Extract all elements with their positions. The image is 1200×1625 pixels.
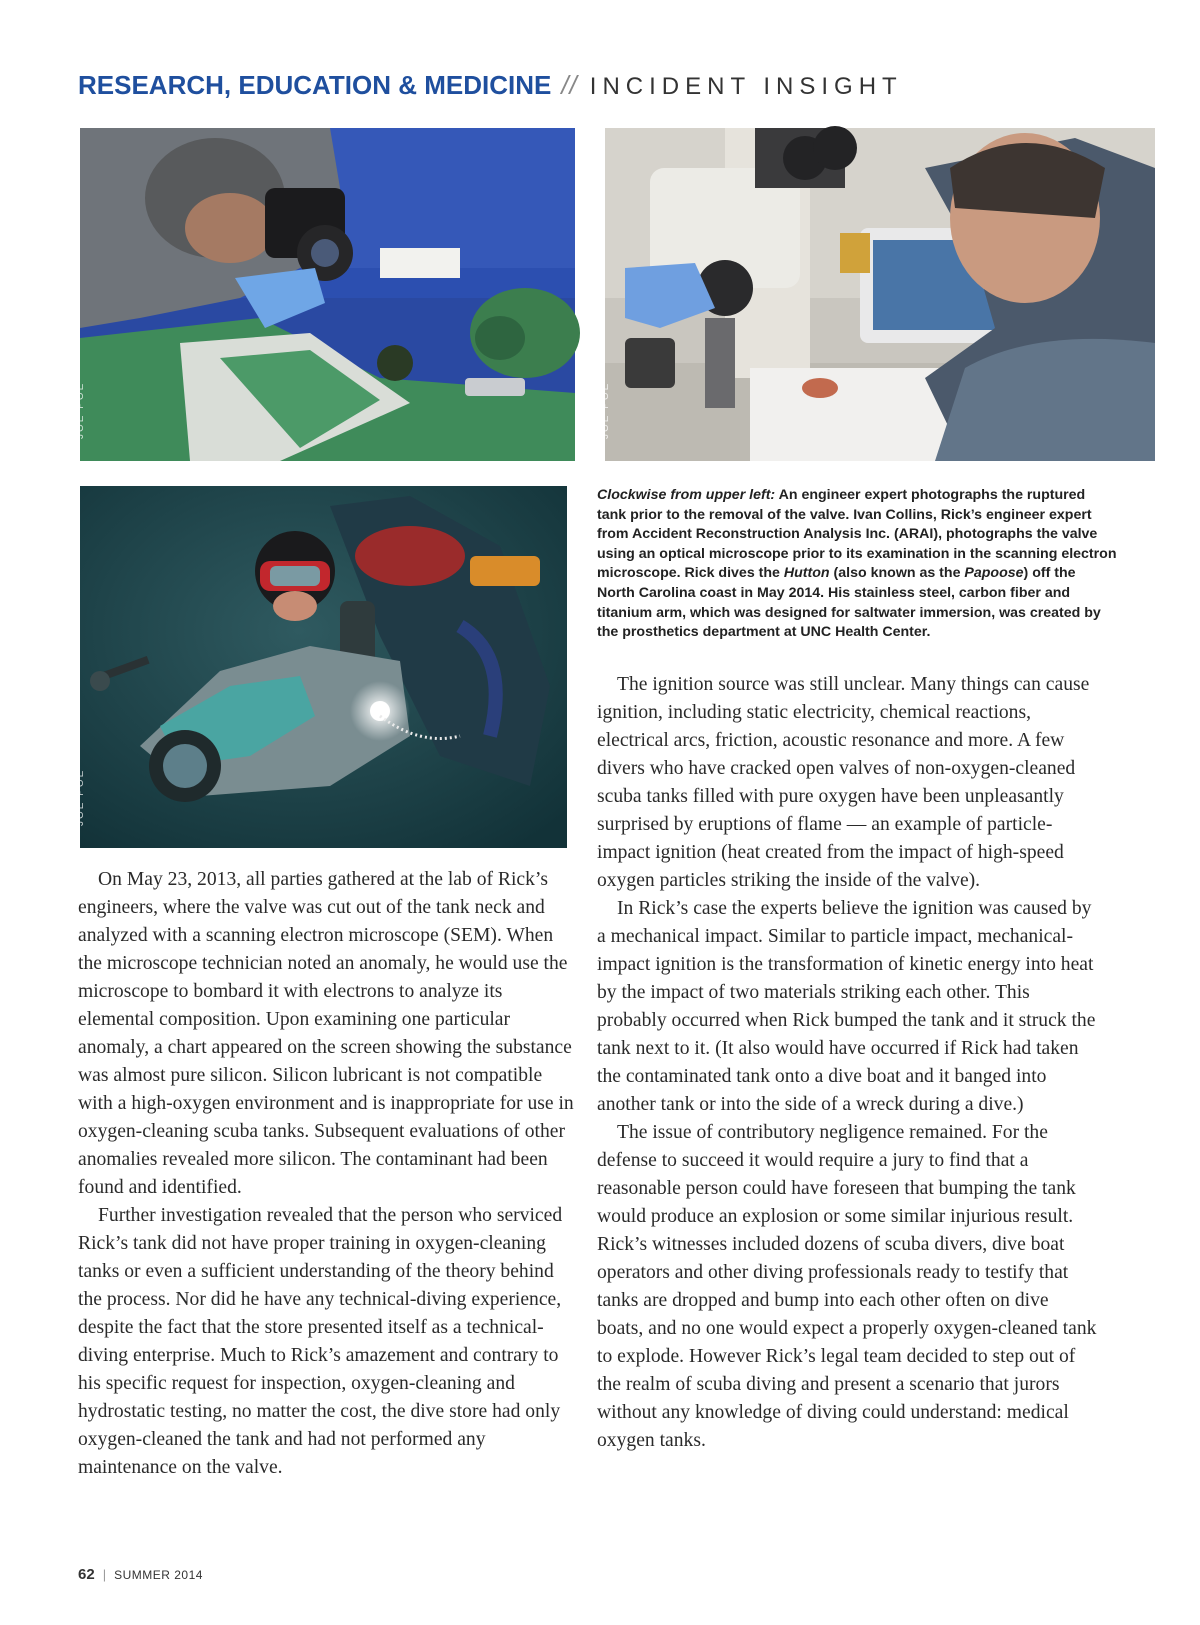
caption-lead: Clockwise from upper left: — [597, 487, 776, 503]
issue-name: SUMMER 2014 — [114, 1568, 203, 1582]
photo-engineer-photographing-tank — [75, 128, 575, 461]
photo-diver-with-camera — [75, 486, 567, 848]
caption-text: (also known as the — [829, 565, 965, 582]
paragraph: Further investigation revealed that the person who serviced Rick’s tank did not have proper training in oxygen-cleaning tanks or even a sufficient understanding of the theory behind the process. Nor did he have any technical-diving experience, despite the fact that the store presented itself as a technical-diving enterprise. Much to Rick’s amazement and contrary to his specific request for inspection, oxygen-cleaning and hydrostatic testing, no matter the cost, the dive store had only oxygen-cleaned the tank and had not performed any maintenance on the valve. — [78, 1205, 563, 1478]
subsection-title: INCIDENT INSIGHT — [589, 73, 903, 100]
caption-wreck-alias: Papoose — [964, 565, 1024, 582]
footer-separator: | — [102, 1567, 107, 1582]
photo-credit: JOE POE — [75, 381, 86, 439]
caption-text: ) off the North Carolina coast in May 2014. His stainless steel, carbon fiber and titanium arm, which was designed for saltwater immersion, was created by the prosthetics department at UNC Health Center. — [597, 565, 1101, 641]
section-title: RESEARCH, EDUCATION & MEDICINE — [78, 70, 552, 100]
section-header — [78, 70, 903, 110]
article-column-left — [78, 866, 580, 1482]
paragraph: In Rick’s case the experts believe the ignition was caused by a mechanical impact. Similar to particle impact, mechanical-impact ignition is the transformation of kinetic energy into heat by the impact of two materials striking each other. This probably occurred when Rick bumped the tank and it struck the tank next to it. (It also would have occurred if Rick had taken the contaminated tank onto a dive boat and it banged into another tank or into the side of a wreck during a dive.) — [597, 898, 1096, 1115]
photo-credit: JOE POE — [75, 768, 86, 826]
paragraph: The issue of contributory negligence remained. For the defense to succeed it would require a jury to find that a reasonable person could have foreseen that bumping the tank would produce an explosion or some similar injurious result. Rick’s witnesses included dozens of scuba divers, dive boat operators and other diving professionals ready to testify that tanks are dropped and bump into each other often on dive boats, and no one would expect a properly oxygen-cleaned tank to explode. However Rick’s legal team decided to step out of the realm of scuba diving and present a scenario that jurors without any knowledge of diving could understand: medical oxygen tanks. — [597, 1122, 1097, 1451]
caption-text: An engineer expert photographs the ruptured tank prior to the removal of the valve. Ivan Collins, Rick’s engineer expert from Accident Reconstruction Analysis Inc. (ARAI), photographs the valve using an optical microscope prior to its examination in the scanning electron microscope. Rick dives the — [597, 487, 1117, 582]
caption-wreck-name: Hutton — [783, 565, 830, 582]
paragraph: The ignition source was still unclear. Many things can cause ignition, including static electricity, chemical reactions, electrical arcs, friction, acoustic resonance and more. A few divers who have cracked open valves of non-oxygen-cleaned scuba tanks filled with pure oxygen have been unpleasantly surprised by eruptions of flame — an example of particle-impact ignition (heat created from the impact of high-speed oxygen particles striking the inside of the valve). — [597, 674, 1090, 891]
photo-credit: JOE POE — [600, 381, 611, 439]
article-column-right — [597, 671, 1099, 1455]
page-footer — [78, 1566, 203, 1584]
page-number: 62 — [78, 1566, 95, 1583]
paragraph: On May 23, 2013, all parties gathered at the lab of Rick’s engineers, where the valve was cut out of the tank neck and analyzed with a scanning electron microscope (SEM). When the microscope technician noted an anomaly, he would use the microscope to bombard it with electrons to analyze its elemental composition. Upon examining one particular anomaly, a chart appeared on the screen showing the substance was almost pure silicon. Silicon lubricant is not compatible with a high-oxygen environment and is inappropriate for use in oxygen-cleaning scuba tanks. Subsequent evaluations of other anomalies revealed more silicon. The contaminant had been found and identified. — [78, 869, 574, 1198]
photo-caption — [597, 486, 1117, 643]
photo-engineer-at-microscope — [600, 128, 1155, 461]
header-separator: // — [561, 70, 578, 100]
